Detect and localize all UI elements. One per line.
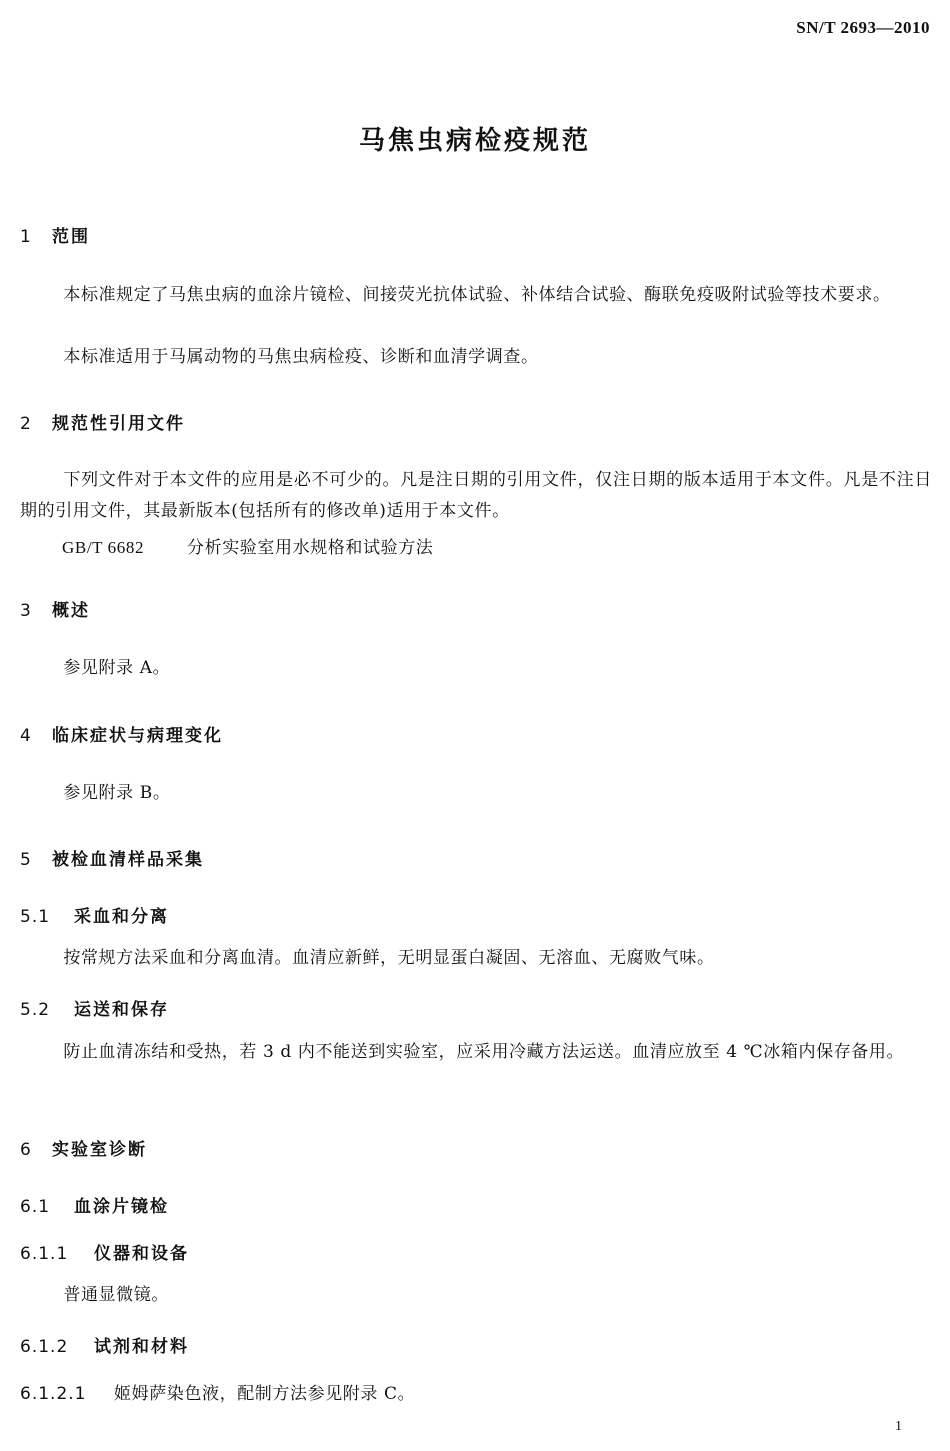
section-6-1-1-heading bbox=[20, 1239, 189, 1264]
section-title: 概述 bbox=[52, 601, 90, 621]
section-number: 4 bbox=[20, 726, 32, 746]
reference-code: GB/T 6682 bbox=[62, 538, 145, 557]
section-3-paragraph-1: 参见附录 A。 bbox=[63, 658, 171, 678]
section-number: 2 bbox=[20, 414, 32, 434]
page-number: 1 bbox=[895, 1419, 902, 1434]
section-4-paragraph-1: 参见附录 B。 bbox=[63, 783, 171, 803]
section-1-heading bbox=[20, 222, 90, 247]
item-text: 姬姆萨染色液，配制方法参见附录 C。 bbox=[114, 1384, 416, 1404]
section-number: 6 bbox=[20, 1140, 32, 1160]
section-5-2-heading bbox=[20, 995, 169, 1020]
section-title: 临床症状与病理变化 bbox=[52, 726, 223, 746]
section-number: 3 bbox=[20, 601, 32, 621]
section-number: 6.1.2 bbox=[20, 1337, 69, 1357]
normative-reference bbox=[62, 533, 433, 558]
section-5-2-paragraph-1: 防止血清冻结和受热，若 3 d 内不能送到实验室，应采用冷藏方法运送。血清应放至 4 ℃冰箱内保存备用。 bbox=[63, 1042, 905, 1062]
section-3-heading bbox=[20, 596, 90, 621]
section-6-heading bbox=[20, 1135, 147, 1160]
section-4-heading bbox=[20, 721, 223, 746]
section-2-paragraph-1: 下列文件对于本文件的应用是必不可少的。凡是注日期的引用文件，仅注日期的版本适用于本文件。凡是不注日期的引用文件，其最新版本(包括所有的修改单)适用于本文件。 bbox=[20, 470, 932, 521]
reference-title: 分析实验室用水规格和试验方法 bbox=[187, 538, 434, 558]
item-number: 6.1.2.1 bbox=[20, 1384, 87, 1404]
section-title: 被检血清样品采集 bbox=[52, 850, 204, 870]
section-number: 5 bbox=[20, 850, 32, 870]
section-title: 采血和分离 bbox=[74, 907, 169, 927]
section-number: 5.2 bbox=[20, 1000, 51, 1020]
section-5-1-paragraph-1: 按常规方法采血和分离血清。血清应新鲜，无明显蛋白凝固、无溶血、无腐败气味。 bbox=[63, 948, 715, 968]
section-number: 1 bbox=[20, 227, 32, 247]
section-number: 6.1 bbox=[20, 1197, 51, 1217]
section-6-1-heading bbox=[20, 1192, 169, 1217]
section-title: 仪器和设备 bbox=[94, 1244, 189, 1264]
section-6-1-1-paragraph-1: 普通显微镜。 bbox=[63, 1285, 169, 1305]
section-1-paragraph-2: 本标准适用于马属动物的马焦虫病检疫、诊断和血清学调查。 bbox=[63, 347, 539, 367]
section-title: 试剂和材料 bbox=[94, 1337, 189, 1357]
section-5-1-heading bbox=[20, 902, 169, 927]
section-number: 5.1 bbox=[20, 907, 51, 927]
section-5-heading bbox=[20, 845, 204, 870]
section-2-heading bbox=[20, 409, 185, 434]
document-title: 马焦虫病检疫规范 bbox=[358, 126, 591, 156]
section-title: 实验室诊断 bbox=[52, 1140, 147, 1160]
section-6-1-2-heading bbox=[20, 1332, 189, 1357]
section-title: 规范性引用文件 bbox=[52, 414, 185, 434]
item-6-1-2-1 bbox=[20, 1379, 415, 1404]
section-1-paragraph-1: 本标准规定了马焦虫病的血涂片镜检、间接荧光抗体试验、补体结合试验、酶联免疫吸附试验等技术要求。 bbox=[63, 285, 891, 305]
section-title: 血涂片镜检 bbox=[74, 1197, 169, 1217]
section-number: 6.1.1 bbox=[20, 1244, 69, 1264]
section-title: 运送和保存 bbox=[74, 1000, 169, 1020]
section-title: 范围 bbox=[52, 227, 90, 247]
standard-code: SN/T 2693—2010 bbox=[796, 18, 930, 37]
